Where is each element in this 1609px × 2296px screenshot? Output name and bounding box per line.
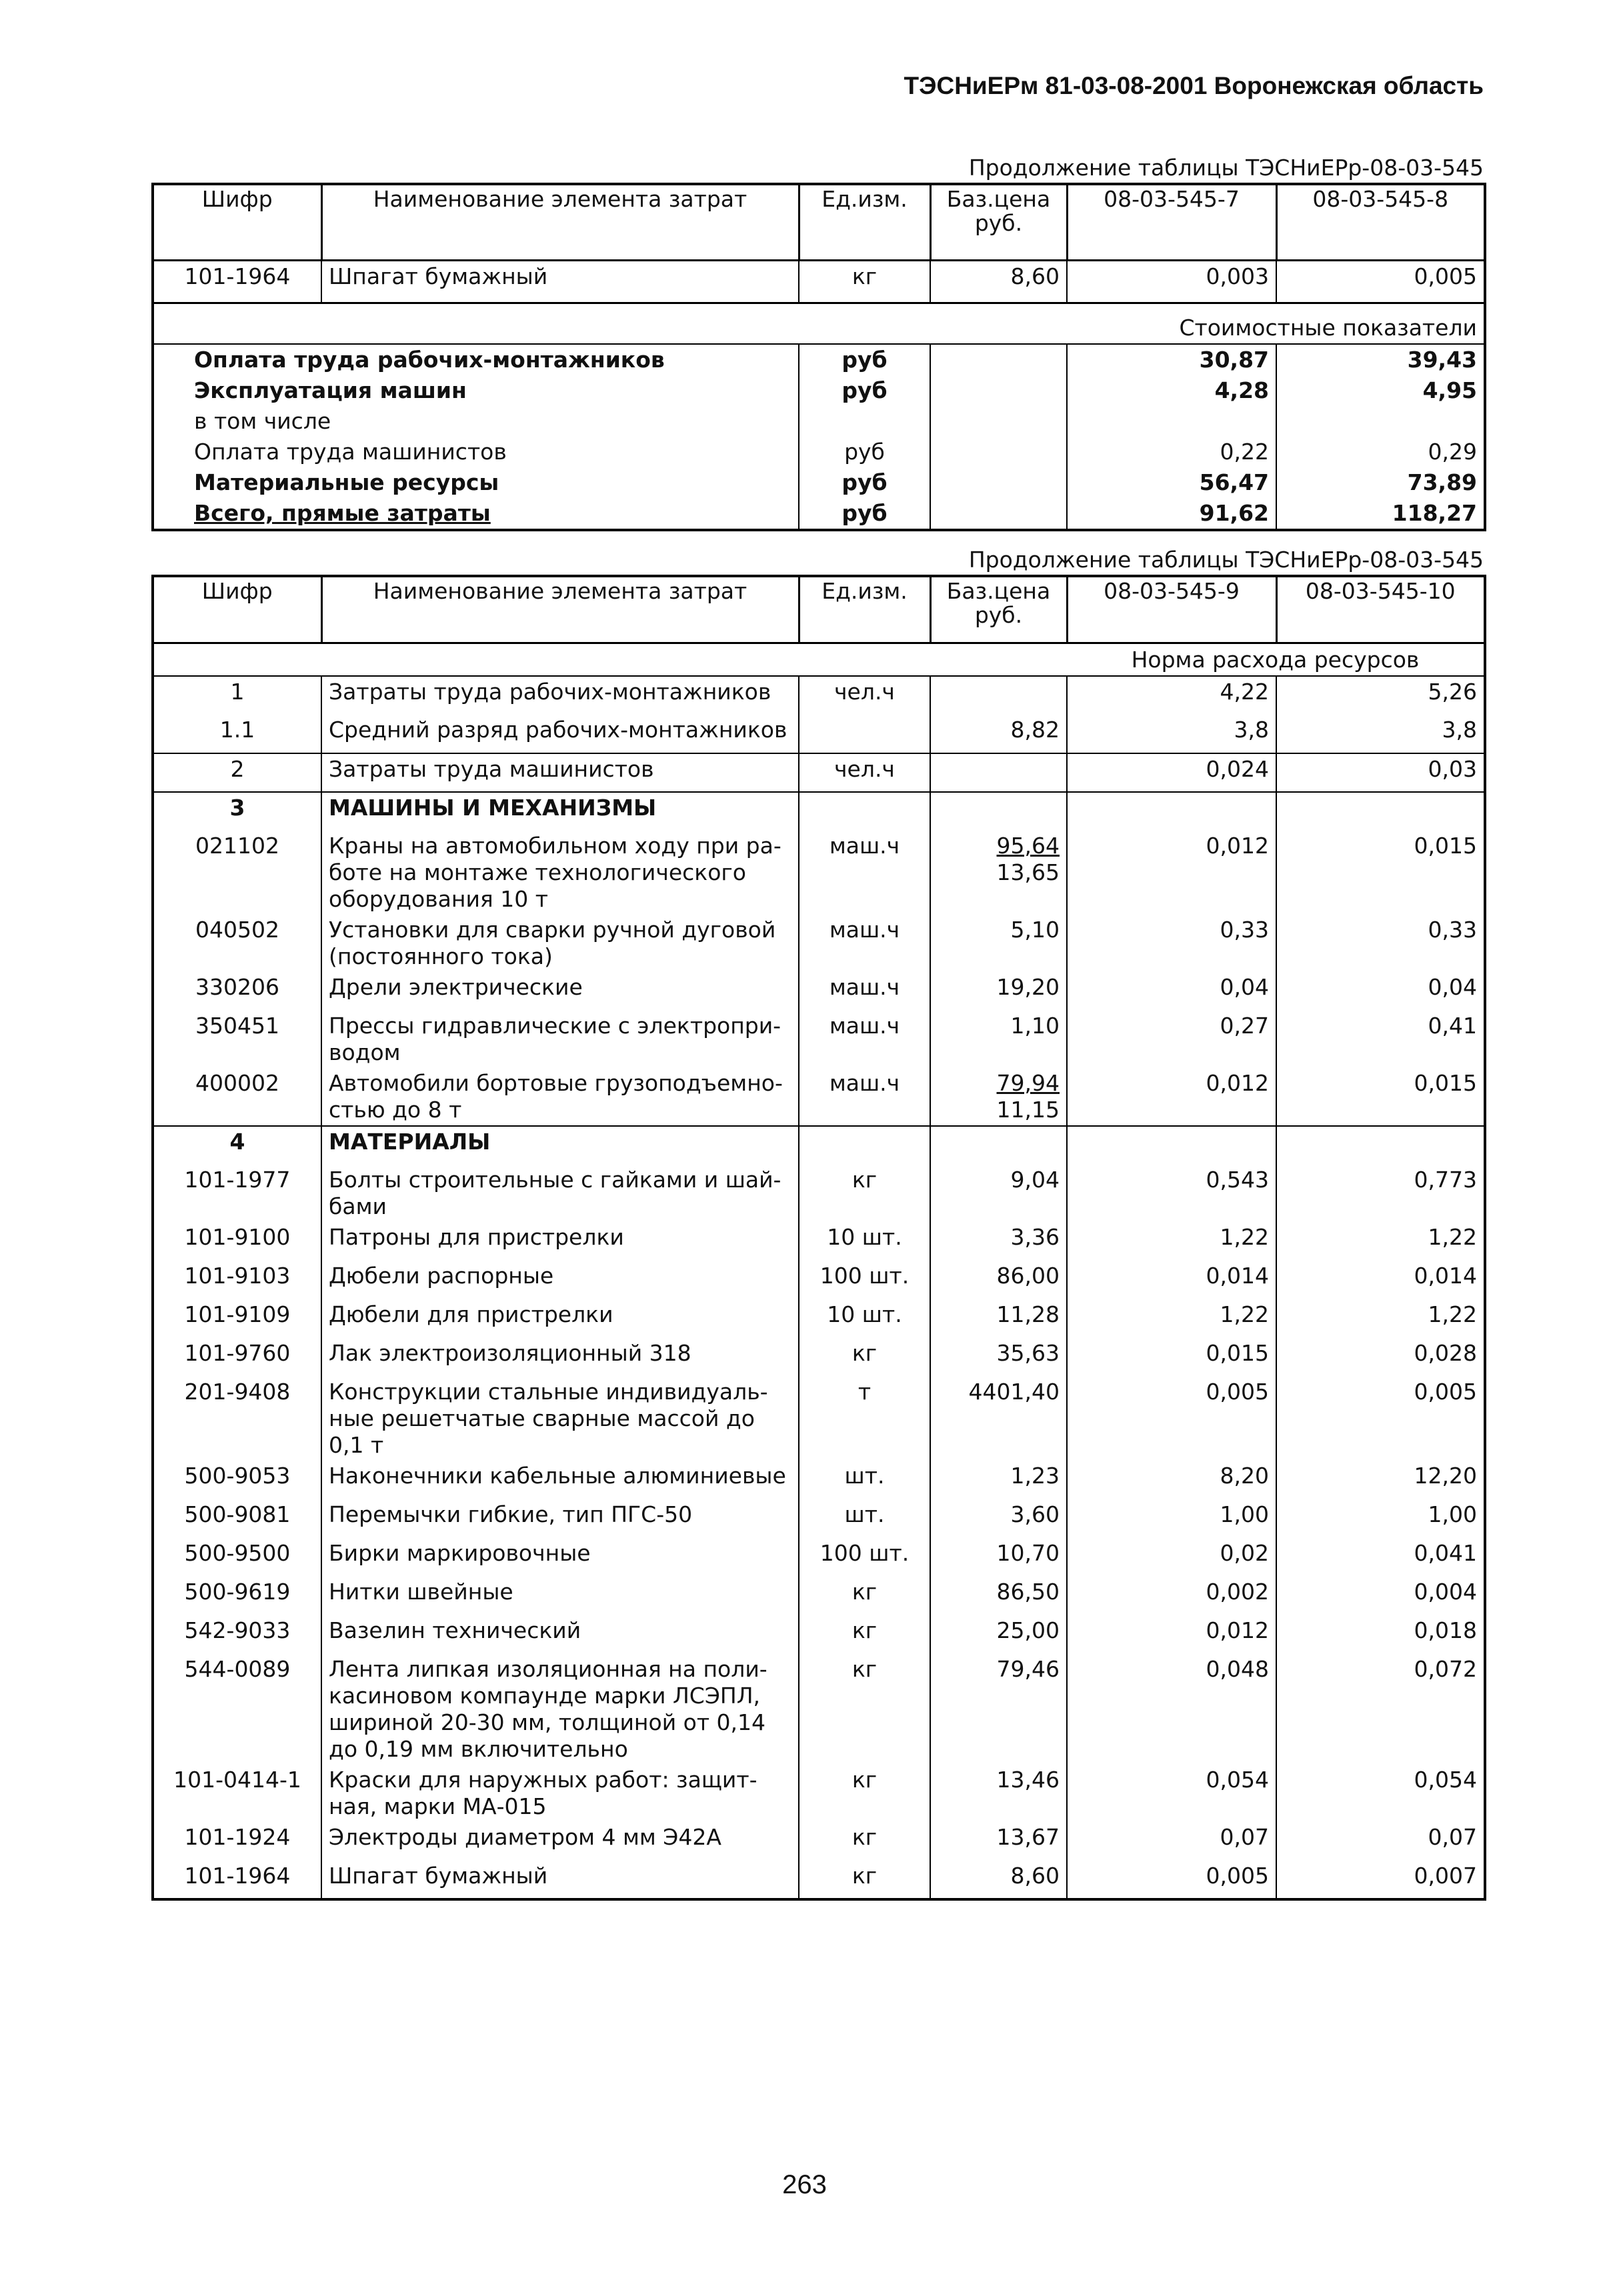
row-code: 500-9053 <box>184 1463 291 1489</box>
row-price: 79,46 <box>930 1654 1067 1765</box>
cost-name: Оплата труда машинистов <box>194 439 507 465</box>
row-price: 8,82 <box>930 715 1067 753</box>
row-code: 101-1924 <box>184 1824 291 1850</box>
table-1-caption: Продолжение таблицы ТЭСНиЕРр-08-03-545 <box>968 155 1484 181</box>
row-price: 8,60 <box>930 1861 1067 1899</box>
row-value-2: 1,22 <box>1276 1222 1485 1261</box>
table-row <box>153 1299 1485 1338</box>
row-value-1: 0,02 <box>1067 1538 1276 1577</box>
row-value-1: 0,054 <box>1067 1765 1276 1822</box>
row-code: 544-0089 <box>184 1656 291 1682</box>
row-name: Бирки маркировочные <box>321 1538 799 1577</box>
row-value-1: 1,22 <box>1067 1222 1276 1261</box>
table-row <box>153 1261 1485 1299</box>
row-unit: 10 шт. <box>799 1222 930 1261</box>
cost-name: Материальные ресурсы <box>194 469 499 495</box>
row-name: Затраты труда машинистов <box>321 753 799 792</box>
row-price: 4401,40 <box>930 1377 1067 1461</box>
row-price: 9,04 <box>930 1165 1067 1222</box>
table-row <box>153 915 1485 972</box>
row-price: 25,00 <box>930 1615 1067 1654</box>
cost-value-2: 0,29 <box>1276 437 1485 467</box>
row-value-1: 0,33 <box>1067 915 1276 972</box>
row-name: Лента липкая изоляционная на поли- касиновом компаунде марки ЛСЭПЛ, шириной 20-30 мм, толщиной от 0,14 до 0,19 мм включительно <box>321 1654 799 1765</box>
table-1 <box>151 183 1486 531</box>
row-name: Болты строительные с гайками и шай- бами <box>321 1165 799 1222</box>
cost-name: в том числе <box>194 408 331 434</box>
cost-value-2: 39,43 <box>1276 344 1485 375</box>
row-price: 86,50 <box>930 1577 1067 1615</box>
cost-value-2: 118,27 <box>1276 498 1485 530</box>
row-value-1: 0,543 <box>1067 1165 1276 1222</box>
row-unit: 100 шт. <box>799 1538 930 1577</box>
header-unit: Ед.изм. <box>799 576 930 643</box>
row-unit: маш.ч <box>799 972 930 1011</box>
row-value-2: 0,773 <box>1276 1165 1485 1222</box>
row-code: 1.1 <box>219 717 255 743</box>
row-price-secondary: 11,15 <box>996 1097 1060 1123</box>
cost-name: Эксплуатация машин <box>194 377 467 403</box>
table-row <box>153 676 1485 715</box>
page-number: 263 <box>782 2170 827 2199</box>
row-price: 19,20 <box>930 972 1067 1011</box>
cost-row <box>153 437 1485 467</box>
row-name: МАТЕРИАЛЫ <box>321 1126 799 1165</box>
cost-name: Всего, прямые затраты <box>194 500 491 526</box>
row-price <box>930 1126 1067 1165</box>
row-value-2 <box>1276 1126 1485 1165</box>
row-price: 13,67 <box>930 1822 1067 1861</box>
row-name: Краны на автомобильном ходу при ра- боте на монтаже технологического оборудования 10 т <box>321 831 799 915</box>
row-value-1: 0,005 <box>1067 1861 1276 1899</box>
row-value-2: 0,33 <box>1276 915 1485 972</box>
cost-name: Оплата труда рабочих-монтажников <box>153 344 799 375</box>
row-code: 350451 <box>195 1013 279 1039</box>
table-row <box>153 1068 1485 1126</box>
row-value-2: 0,04 <box>1276 972 1485 1011</box>
row-value-2: 0,028 <box>1276 1338 1485 1377</box>
row-name: Установки для сварки ручной дуговой (постоянного тока) <box>321 915 799 972</box>
section-label: Норма расхода ресурсов <box>1067 643 1485 676</box>
row-name: Шпагат бумажный <box>321 260 799 303</box>
row-value-2: 0,007 <box>1276 1861 1485 1899</box>
table-row <box>153 1822 1485 1861</box>
row-code: 400002 <box>195 1070 279 1096</box>
row-name: Электроды диаметром 4 мм Э42А <box>321 1822 799 1861</box>
row-value-1: 4,22 <box>1067 676 1276 715</box>
row-value-2: 1,00 <box>1276 1499 1485 1538</box>
row-unit: кг <box>799 1615 930 1654</box>
row-value-1: 0,002 <box>1067 1577 1276 1615</box>
row-value-1 <box>1067 1126 1276 1165</box>
row-code: 500-9081 <box>184 1501 291 1527</box>
row-value-2: 0,018 <box>1276 1615 1485 1654</box>
row-price <box>930 1068 1067 1126</box>
row-name: Конструкции стальные индивидуаль- ные решетчатые сварные массой до 0,1 т <box>321 1377 799 1461</box>
row-price: 1,10 <box>930 1011 1067 1068</box>
row-unit: чел.ч <box>799 753 930 792</box>
header-code: Шифр <box>153 576 321 643</box>
row-value-1: 0,07 <box>1067 1822 1276 1861</box>
row-value-1: 0,012 <box>1067 1068 1276 1126</box>
document-header: ТЭСНиЕРм 81-03-08-2001 Воронежская область <box>904 72 1484 99</box>
row-price-primary: 95,64 <box>996 833 1060 859</box>
row-name: Краски для наружных работ: защит- ная, марки МА-015 <box>321 1765 799 1822</box>
row-value-1: 1,22 <box>1067 1299 1276 1338</box>
row-value-1: 0,015 <box>1067 1338 1276 1377</box>
row-value-2: 0,072 <box>1276 1654 1485 1765</box>
row-code: 500-9619 <box>184 1579 291 1605</box>
row-price: 3,36 <box>930 1222 1067 1261</box>
row-value-1: 0,04 <box>1067 972 1276 1011</box>
cost-row <box>153 467 1485 498</box>
row-unit: кг <box>799 1577 930 1615</box>
row-value-2: 0,005 <box>1276 260 1485 303</box>
cost-unit: руб <box>799 467 930 498</box>
table-2-header-row <box>153 576 1485 643</box>
row-value-1: 0,005 <box>1067 1377 1276 1461</box>
row-code: 101-1977 <box>184 1167 291 1193</box>
header-col-2: 08-03-545-10 <box>1276 576 1485 643</box>
row-code: 021102 <box>195 833 279 859</box>
row-value-2: 12,20 <box>1276 1461 1485 1499</box>
row-name: Перемычки гибкие, тип ПГС-50 <box>321 1499 799 1538</box>
row-value-2: 3,8 <box>1276 715 1485 753</box>
row-unit: кг <box>799 1338 930 1377</box>
row-unit <box>799 1126 930 1165</box>
row-code: 500-9500 <box>184 1540 291 1566</box>
table-row <box>153 1461 1485 1499</box>
row-price: 13,46 <box>930 1765 1067 1822</box>
row-unit <box>799 792 930 831</box>
row-price: 5,10 <box>930 915 1067 972</box>
table-row <box>153 260 1485 303</box>
row-name: Затраты труда рабочих-монтажников <box>321 676 799 715</box>
row-code: 101-9100 <box>184 1224 291 1250</box>
header-price: Баз.цена руб. <box>930 184 1067 260</box>
row-code: 1 <box>153 676 321 715</box>
row-name: Шпагат бумажный <box>321 1861 799 1899</box>
row-price: 10,70 <box>930 1538 1067 1577</box>
row-value-2: 0,005 <box>1276 1377 1485 1461</box>
row-code: 542-9033 <box>184 1617 291 1643</box>
header-unit: Ед.изм. <box>799 184 930 260</box>
table-row <box>153 1011 1485 1068</box>
table-row <box>153 1377 1485 1461</box>
row-code: 101-9103 <box>184 1263 291 1289</box>
row-price: 11,28 <box>930 1299 1067 1338</box>
header-col-1: 08-03-545-9 <box>1067 576 1276 643</box>
cost-value-1: 91,62 <box>1067 498 1276 530</box>
row-value-1: 0,048 <box>1067 1654 1276 1765</box>
row-name: Средний разряд рабочих-монтажников <box>321 715 799 753</box>
row-value-1 <box>1067 792 1276 831</box>
row-name: Дюбели распорные <box>321 1261 799 1299</box>
row-value-2: 0,004 <box>1276 1577 1485 1615</box>
row-name: Дюбели для пристрелки <box>321 1299 799 1338</box>
table-row <box>153 972 1485 1011</box>
row-code: 330206 <box>195 974 279 1000</box>
table-row <box>153 1222 1485 1261</box>
cost-row <box>153 406 1485 437</box>
row-price: 86,00 <box>930 1261 1067 1299</box>
row-value-1: 0,012 <box>1067 831 1276 915</box>
table-row <box>153 715 1485 753</box>
table-row <box>153 1165 1485 1222</box>
table-1-header-row <box>153 184 1485 260</box>
table-row <box>153 1126 1485 1165</box>
table-row <box>153 753 1485 792</box>
cost-value-1: 56,47 <box>1067 467 1276 498</box>
row-name: Вазелин технический <box>321 1615 799 1654</box>
header-name: Наименование элемента затрат <box>321 576 799 643</box>
header-code: Шифр <box>153 184 321 260</box>
row-value-1: 0,012 <box>1067 1615 1276 1654</box>
row-value-1: 8,20 <box>1067 1461 1276 1499</box>
row-value-1: 0,003 <box>1067 260 1276 303</box>
cost-row <box>153 375 1485 406</box>
table-row <box>153 1615 1485 1654</box>
row-value-2: 0,054 <box>1276 1765 1485 1822</box>
table-row <box>153 1765 1485 1822</box>
row-unit: маш.ч <box>799 831 930 915</box>
cost-unit: руб <box>799 375 930 406</box>
cost-unit: руб <box>799 498 930 530</box>
row-name: Автомобили бортовые грузоподъемно- стью до 8 т <box>321 1068 799 1126</box>
cost-value-2: 4,95 <box>1276 375 1485 406</box>
table-2-caption: Продолжение таблицы ТЭСНиЕРр-08-03-545 <box>968 547 1484 573</box>
header-col-1: 08-03-545-7 <box>1067 184 1276 260</box>
cost-value-1: 0,22 <box>1067 437 1276 467</box>
row-value-1: 3,8 <box>1067 715 1276 753</box>
section-label: Стоимостные показатели <box>153 303 1485 344</box>
row-unit: шт. <box>799 1499 930 1538</box>
row-unit: т <box>799 1377 930 1461</box>
row-value-2: 0,03 <box>1276 753 1485 792</box>
row-price: 8,60 <box>930 260 1067 303</box>
section-row <box>153 303 1485 344</box>
table-2 <box>151 575 1486 1901</box>
row-value-2: 0,014 <box>1276 1261 1485 1299</box>
row-price: 35,63 <box>930 1338 1067 1377</box>
row-unit: чел.ч <box>799 676 930 715</box>
row-name: Дрели электрические <box>321 972 799 1011</box>
row-unit <box>799 715 930 753</box>
header-name: Наименование элемента затрат <box>321 184 799 260</box>
row-unit: кг <box>799 1654 930 1765</box>
row-value-2: 0,41 <box>1276 1011 1485 1068</box>
row-unit: кг <box>799 1165 930 1222</box>
row-value-1: 1,00 <box>1067 1499 1276 1538</box>
table-row <box>153 1861 1485 1899</box>
row-value-2: 0,015 <box>1276 1068 1485 1126</box>
row-unit: маш.ч <box>799 1068 930 1126</box>
row-unit: кг <box>799 1861 930 1899</box>
row-value-1: 0,27 <box>1067 1011 1276 1068</box>
cost-row <box>153 498 1485 530</box>
cost-unit: руб <box>799 437 930 467</box>
row-unit: маш.ч <box>799 915 930 972</box>
row-name: Прессы гидравлические с электропри- водом <box>321 1011 799 1068</box>
row-unit: кг <box>799 1765 930 1822</box>
row-price: 1,23 <box>930 1461 1067 1499</box>
row-code: 101-1964 <box>184 1863 291 1889</box>
table-row <box>153 831 1485 915</box>
table-row <box>153 1538 1485 1577</box>
section-row <box>153 643 1485 676</box>
cost-unit: руб <box>799 344 930 375</box>
row-value-2: 0,07 <box>1276 1822 1485 1861</box>
row-name: Лак электроизоляционный 318 <box>321 1338 799 1377</box>
cost-value-1: 30,87 <box>1067 344 1276 375</box>
cost-value-1: 4,28 <box>1067 375 1276 406</box>
cost-value-2: 73,89 <box>1276 467 1485 498</box>
row-price <box>930 831 1067 915</box>
row-code: 201-9408 <box>184 1379 291 1405</box>
row-unit: кг <box>799 1822 930 1861</box>
row-value-2: 0,015 <box>1276 831 1485 915</box>
row-code: 3 <box>153 792 321 831</box>
header-col-2: 08-03-545-8 <box>1276 184 1485 260</box>
row-value-2: 1,22 <box>1276 1299 1485 1338</box>
row-price <box>930 676 1067 715</box>
row-value-2: 5,26 <box>1276 676 1485 715</box>
row-code: 101-9109 <box>184 1301 291 1327</box>
row-code: 101-1964 <box>184 263 291 289</box>
table-row <box>153 1577 1485 1615</box>
row-unit: маш.ч <box>799 1011 930 1068</box>
table-row <box>153 792 1485 831</box>
table-row <box>153 1654 1485 1765</box>
row-price-primary: 79,94 <box>996 1070 1060 1096</box>
cost-row <box>153 344 1485 375</box>
row-code: 101-9760 <box>184 1340 291 1366</box>
row-value-1: 0,024 <box>1067 753 1276 792</box>
row-code: 4 <box>153 1126 321 1165</box>
row-value-1: 0,014 <box>1067 1261 1276 1299</box>
row-price: 3,60 <box>930 1499 1067 1538</box>
header-price: Баз.цена руб. <box>930 576 1067 643</box>
row-name: Наконечники кабельные алюминиевые <box>321 1461 799 1499</box>
row-name: Нитки швейные <box>321 1577 799 1615</box>
row-unit: 10 шт. <box>799 1299 930 1338</box>
table-row <box>153 1338 1485 1377</box>
row-code: 040502 <box>195 917 279 943</box>
row-unit: кг <box>799 260 930 303</box>
row-price <box>930 792 1067 831</box>
row-value-2 <box>1276 792 1485 831</box>
row-unit: шт. <box>799 1461 930 1499</box>
row-unit: 100 шт. <box>799 1261 930 1299</box>
row-value-2: 0,041 <box>1276 1538 1485 1577</box>
row-price-secondary: 13,65 <box>996 859 1060 885</box>
row-code: 2 <box>153 753 321 792</box>
row-code: 101-0414-1 <box>173 1767 301 1793</box>
row-name: Патроны для пристрелки <box>321 1222 799 1261</box>
table-row <box>153 1499 1485 1538</box>
row-name: МАШИНЫ И МЕХАНИЗМЫ <box>321 792 799 831</box>
row-price <box>930 753 1067 792</box>
